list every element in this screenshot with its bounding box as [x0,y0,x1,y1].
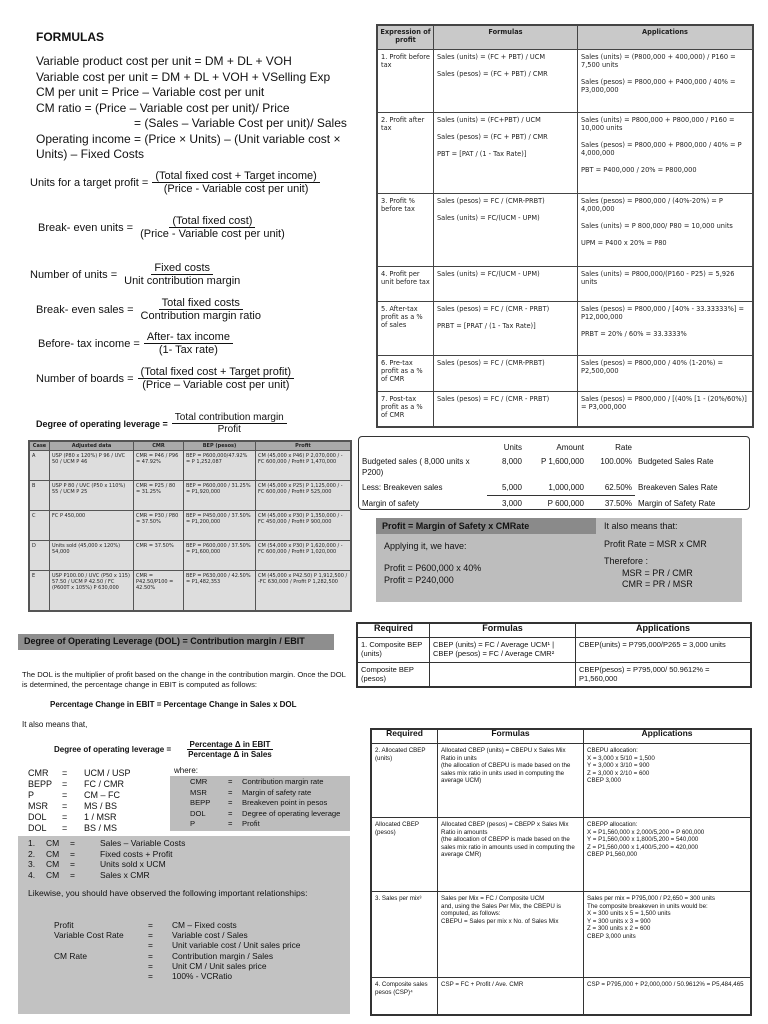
mos-left-text [384,540,481,586]
def-right-row: CMR = Contribution margin rate [172,777,348,788]
margin-cell: Less: Breakeven sales [362,483,443,492]
ptable-application: Sales (units) = (P800,000 + 400,000) / P160 = 7,500 units [581,53,736,69]
cases-cell: Units sold (45,000 x 120%) 54,000 [50,540,134,570]
composite-cell [430,662,576,687]
margin-cell: Margin of Safety Rate [638,498,716,508]
margin-cell: 62.50% [604,483,632,492]
def-left-row: BEPP = FC / CMR [28,779,124,789]
ptable-header-formulas: Formulas [434,26,578,50]
cases-cell: B [30,481,50,511]
mos-right-line: It also means that: [604,521,678,531]
mos-right-line: Profit Rate = MSR x CMR [604,538,707,549]
cases-cell: CM (54,000 x P30) P 1,620,000 / -FC 600,000 / Profit P 1,020,000 [256,540,351,570]
margin-header: Rate [615,443,632,452]
basic-formulas [36,54,366,163]
ptable-expr: 1. Profit before tax [378,50,434,113]
ptable-formula: Sales (pesos) = FC / (CMR-PRBT) [437,197,545,206]
fraction-label: Break- even units = [38,221,134,234]
def-right-row: BEPP = Breakeven point in pesos [172,798,348,809]
margin-header [359,441,487,454]
relationship-row: = 100% - VCRatio [54,971,344,981]
basic-formula-line: CM per unit = Price – Variable cost per unit [36,85,265,99]
ptable-application: Sales (units) = P 800,000/ P80 = 10,000 units [581,222,733,231]
cases-cell: BEP = P600,000 / 31.25% = P1,920,000 [184,481,256,511]
ptable-formula: Sales (units) = (FC + PBT) / UCM [437,53,546,61]
cases-row [30,540,351,570]
defs-right-box [170,766,350,838]
dol-bar: Degree of Operating Leverage (DOL) = Contribution margin / EBIT [18,634,334,650]
ptable-formula: Sales (pesos) = (FC + PBT) / CMR [437,70,548,78]
cm-term: CM [46,869,60,880]
def-left-value: 1 / MSR [84,812,117,822]
margin-cell: Breakeven Sales Rate [638,483,718,492]
relationship-row: CM Rate = Contribution margin / Sales [54,950,274,961]
def-left-value: MS / BS [84,801,118,811]
margin-header: Amount [556,443,584,452]
dol-equation: Percentage Change in EBIT = Percentage Change in Sales x DOL [50,700,297,709]
cases-cell: CMR = 37.50% [134,540,184,570]
allocation-cell: CSP = P795,000 + P2,000,000 / 50.9612% = P5,484,465 [584,978,751,1015]
relationship-term: Profit [54,920,74,930]
margin-cell: 3,000 [487,496,525,512]
fraction-numerator: Fixed costs [151,262,213,275]
cases-cell: C [30,510,50,540]
fraction-label: Before- tax income = [38,337,140,350]
def-right-term: MSR [190,787,207,797]
margin-cell: 5,000 [501,483,522,492]
composite-header: Formulas [430,624,576,638]
relationship-value: CM – Fixed costs [172,920,237,930]
def-left-value: FC / CMR [84,779,124,789]
cm-line: 3. CM = Units sold x UCM [28,859,166,869]
fraction-denominator: (1- Tax rate) [158,344,218,356]
cases-cell: BEP = P450,000 / 37.50% = P1,200,000 [184,510,256,540]
ptable-row [378,356,753,391]
allocation-cell: Allocated CBEP (units) = CBEPU x Sales Mix Ratio in units (the allocation of CBEPU is made based on the sales mix ratio in units used in computing the average UCM) [438,744,584,818]
composite-cell: 1. Composite BEP (units) [358,638,430,663]
relationship-value: Variable cost / Sales [172,930,248,941]
basic-formula-line: CM ratio = (Price – Variable cost per unit)/ Price [36,100,290,115]
def-right-value: Profit [242,819,260,828]
margin-header [635,441,749,454]
cm-line: 2. CM = Fixed costs + Profit [28,848,173,859]
relationship-value: 100% - VCRatio [172,971,233,982]
ptable-application: Sales (pesos) = P800,000 / 40% (1-20%) = P2,500,000 [581,359,724,376]
mos-right-line: CMR = PR / MSR [622,579,693,589]
ptable-expr: 3. Profit % before tax [378,194,434,267]
fraction-denominator: (Price - Variable cost per unit) [140,228,285,240]
mos-left-line: Applying it, we have: [384,541,467,551]
basic-formula-line: Variable cost per unit = DM + DL + VOH + VSelling Exp [36,69,331,84]
margin-cell: Budgeted Sales Rate [638,457,714,466]
cases-cell: CM (45,000 x P25) P 1,125,000 / -FC 600,000 / Profit P 525,000 [256,481,351,511]
allocation-row [372,978,751,1015]
cases-cell: USP (P80 x 120%) P 96 / UVC 50 / UCM P 46 [50,451,134,481]
composite-cell: CBEP (units) = FC / Average UCM¹ | CBEP (pesos) = FC / Average CMR² [430,638,576,663]
cm-num: 2. [28,848,36,859]
ptable-header-applications: Applications [578,26,753,50]
ptable-expr: 6. Pre-tax profit as a % of CMR [378,356,434,391]
fraction-label: Units for a target profit = [30,176,149,189]
margin-cell: 1,000,000 [548,483,584,492]
cases-cell: CMR = P30 / P80 = 37.50% [134,510,184,540]
formulas-heading: FORMULAS [36,30,104,44]
allocation-cell: CBEPP allocation: X = P1,560,000 x 2,000/5,200 = P 600,000 Y = P1,560,000 x 1,800/5,200 = 540,000 Z = P1,560,000 x 1,400/5,200 = 420,000 CBEP P1,560,000 [584,817,751,891]
profit-expression-table [376,24,754,428]
def-left-row: P = CM – FC [28,790,120,800]
relationship-term [54,971,148,981]
fraction-formula [36,412,287,435]
ptable-application: Sales (pesos) = P800,000 + P400,000 / 40% = P3,000,000 [581,78,736,94]
def-left-row: MSR = MS / BS [28,801,118,811]
def-left-row: DOL = BS / MS [28,823,118,833]
allocation-cell: CSP = FC + Profit / Ave. CMR [438,978,584,1015]
cases-cell: A [30,451,50,481]
allocation-cell: Allocated CBEP (pesos) [372,817,438,891]
cases-header: Adjusted data [50,442,134,451]
def-right-value: Breakeven point in pesos [242,798,328,807]
cases-row [30,510,351,540]
ptable-formula: Sales (units) = (FC+PBT) / UCM [437,115,541,124]
allocation-cell: CBEPU allocation: X = 3,000 x 5/10 = 1,500 Y = 3,000 x 3/10 = 900 Z = 3,000 x 2/10 = 600 CBEP 3,000 [584,744,751,818]
mos-right-text [604,521,707,591]
cm-term: CM [46,848,60,859]
fraction-label: Number of boards = [36,372,134,385]
allocation-cell: 4. Composite sales pesos (CSP)⁴ [372,978,438,1015]
ptable-formula: Sales (pesos) = FC / (CMR-PRBT) [437,359,545,368]
margin-cell: 8,000 [501,457,522,466]
relationship-row: Variable Cost Rate = Variable cost / Sales [54,930,248,941]
mos-right-line: MSR = PR / CMR [622,567,693,578]
def-left-value: UCM / USP [84,768,131,778]
allocation-header: Required [372,730,438,744]
composite-row [358,638,751,663]
def-left-row: DOL = 1 / MSR [28,812,117,822]
composite-cell: Composite BEP (pesos) [358,662,430,687]
def-right-value: Margin of safety rate [242,787,312,797]
cases-row [30,570,351,610]
allocation-table [370,728,752,1016]
allocation-cell: 3. Sales per mix³ [372,891,438,977]
allocation-row [372,891,751,977]
cases-table [28,440,352,612]
cases-cell: E [30,570,50,610]
cases-header: BEP (pesos) [184,442,256,451]
def-left-term: P [28,790,35,800]
relationship-value: Contribution margin / Sales [172,950,274,961]
fraction-denominator: (Price – Variable cost per unit) [142,379,290,391]
fraction-formula [38,331,233,356]
fraction-label: Break- even sales = [36,303,134,316]
ptable-row [378,50,753,113]
fraction-formula [38,215,288,240]
def-left-term: CMR [28,768,49,778]
ptable-header-expr: Expression of profit [378,26,434,50]
fraction-numerator: (Total fixed cost + Target income) [152,170,320,183]
ptable-formula: Sales (pesos) = FC / (CMR - PRBT) [437,305,550,314]
fraction-numerator: Total fixed costs [159,297,243,310]
defs-left [28,768,131,834]
allocation-row [372,817,751,891]
fraction-formula [36,297,264,322]
ptable-expr: 2. Profit after tax [378,112,434,194]
relationship-term [54,961,148,971]
ptable-formula: Sales (pesos) = FC / (CMR - PRBT) [437,394,550,403]
cm-box [18,836,350,1014]
def-left-term: MSR [28,801,48,811]
def-left-term: BEPP [28,779,53,789]
ptable-formula: PBT = [PAT / (1 - Tax Rate)] [437,149,527,158]
relationship-value: Unit CM / Unit sales price [172,960,267,971]
def-left-row: CMR = UCM / USP [28,768,131,778]
fraction-label: Degree of operating leverage = [36,418,168,429]
margin-of-safety-table [358,436,750,510]
def-right-row: MSR = Margin of safety rate [172,788,348,799]
ptable-application: Sales (units) = P800,000 + P800,000 / P160 = 10,000 units [581,115,735,132]
cm-lines [28,838,248,880]
allocation-cell: Allocated CBEP (pesos) = CBEPP x Sales Mix Ratio in amounts (the allocation of CBEPP is made based on the sales mix ratio in amounts used in computing the average CMR) [438,817,584,891]
cases-cell: CM (45,000 x P30) P 1,350,000 / -FC 450,000 / Profit P 900,000 [256,510,351,540]
relationship-row: = Unit CM / Unit sales price [54,961,344,971]
def-right-row: DOL = Degree of operating leverage [172,809,348,820]
ptable-application: PRBT = 20% / 60% = 33.3333% [581,330,687,339]
cases-cell: CMR = P42.50/P100 = 42.50% [134,570,184,610]
cm-num: 1. [28,838,36,848]
relationship-term: CM Rate [54,950,88,961]
ptable-formula: Sales (units) = FC/(UCM - UPM) [437,270,540,279]
cm-value: Sales – Variable Costs [100,838,186,848]
composite-header: Required [358,624,430,638]
margin-row [359,454,749,480]
basic-formula-line: Variable product cost per unit = DM + DL + VOH [36,54,292,68]
dol-leverage-fraction [54,740,275,759]
relationships [54,920,344,981]
cases-row [30,481,351,511]
def-right-term: P [190,819,196,828]
def-left-term: DOL [28,823,47,833]
def-right-term: DOL [190,808,206,818]
relationship-term: Variable Cost Rate [54,930,124,941]
ptable-expr: 7. Post-tax profit as a % of CMR [378,391,434,426]
ptable-application: Sales (pesos) = P800,000 / [40% - 33.33333%] = P12,000,000 [581,305,745,322]
cases-cell: BEP = P600,000 / 37.50% = P1,600,000 [184,540,256,570]
fraction-denominator: Contribution margin ratio [140,310,261,322]
composite-cell: CBEP(units) = P795,000/P265 = 3,000 units [576,638,751,663]
ptable-row [378,391,753,426]
ptable-application: Sales (pesos) = P800,000 / [(40% [1 - (20%/60%)] = P3,000,000 [581,394,747,411]
fraction-denominator: Profit [217,424,241,435]
mos-right-line: Therefore : [604,556,649,566]
cm-num: 4. [28,869,36,880]
ptable-row [378,112,753,194]
ptable-application: UPM = P400 x 20% = P80 [581,239,667,248]
cases-cell: D [30,540,50,570]
cases-row [30,451,351,481]
def-left-value: BS / MS [84,823,118,833]
def-left-value: CM – FC [84,790,120,800]
margin-cell: 37.50% [587,496,635,512]
cases-cell: BEP = P600,000/47.92% = P 1,252,087 [184,451,256,481]
relationship-term [54,940,148,950]
allocation-row [372,744,751,818]
cm-value: Sales x CMR [100,869,150,880]
def-right-term: CMR [190,777,208,786]
fraction-formula [30,262,243,287]
cases-cell: FC P 450,000 [50,510,134,540]
ptable-row [378,267,753,302]
allocation-cell: Sales per mix = P795,000 / P2,650 = 300 units The composite breakeven in units would be: X = 300 units x 5 = 1,500 units Y = 300 units x 3 = 900 Z = 300 units x 2 = 600 CBEP 3,000 units [584,891,751,977]
def-right-term: BEPP [190,798,211,807]
ptable-formula: Sales (units) = FC/(UCM - UPM) [437,214,540,223]
fraction-denominator: Unit contribution margin [124,275,241,287]
allocation-cell: Sales per Mix = FC / Composite UCM and, using the Sales Per Mix, the CBEPU is computed, as follows: CBEPU = Sales per mix x No. of Sales Mix [438,891,584,977]
fraction-label: Number of units = [30,268,118,281]
margin-cell: P 1,600,000 [540,457,584,466]
composite-bep-table [356,622,752,688]
def-right-value: Degree of operating leverage [242,808,341,818]
relationship-row: Profit = CM – Fixed costs [54,920,237,930]
defs-where: where: [174,766,199,775]
fraction-denominator: (Price - Variable cost per unit) [163,183,309,195]
fraction-numerator: After- tax income [144,331,233,344]
ptable-expr: 5. After-tax profit as a % of sales [378,302,434,356]
dol-lev-label: Degree of operating leverage = [54,745,172,754]
cases-header: Case [30,442,50,451]
cases-cell: CMR = P46 / P96 = 47.92% [134,451,184,481]
ptable-application: PBT = P400,000 / 20% = P800,000 [581,165,697,174]
allocation-header: Applications [584,730,751,744]
allocation-cell: 2. Allocated CBEP (units) [372,744,438,818]
cases-cell: CMR = P25 / 80 = 31.25% [134,481,184,511]
margin-cell: Margin of safety [362,498,419,508]
cases-cell: USP P100.00 / UVC (P50 x 115) 57.50 / UCM P 42.50 / FC (P600T x 105%) P 630,000 [50,570,134,610]
composite-row [358,662,751,687]
dol-lev-num: Percentage Δ in EBIT [187,740,274,750]
cases-cell: CM (45,000 x P46) P 2,070,000 / -FC 600,000 / Profit P 1,470,000 [256,451,351,481]
cm-num: 3. [28,859,36,869]
mos-left-line: Profit = P240,000 [384,575,454,585]
def-right-value: Contribution margin rate [242,777,324,786]
dol-paragraph: The DOL is the multiplier of profit based on the change in the contribution margin. Once the DOL is determined, the percentage change in EBIT is computed as follows: [22,670,346,689]
margin-cell: P 600,000 [525,496,587,512]
defs-right [170,776,350,831]
cases-cell: BEP = P630,000 / 42.50% = P1,482,353 [184,570,256,610]
def-left-term: DOL [28,812,47,822]
fraction-numerator: Total contribution margin [172,412,287,424]
cm-value: Fixed costs + Profit [100,848,173,859]
relationship-value: Unit variable cost / Unit sales price [172,940,301,951]
mos-left-line: Profit = P600,000 x 40% [384,563,482,573]
relationships-intro: Likewise, you should have observed the following important relationships: [28,888,308,898]
cm-term: CM [46,838,60,848]
ptable-formula: PRBT = [PRAT / (1 - Tax Rate)] [437,322,536,331]
margin-cell: 100.00% [600,457,632,466]
ptable-formula: Sales (pesos) = (FC + PBT) / CMR [437,132,548,141]
ptable-row [378,194,753,267]
basic-formula-line: = (Sales – Variable Cost per unit)/ Sales [134,116,347,130]
composite-header: Applications [576,624,751,638]
fraction-numerator: (Total fixed cost + Target profit) [138,366,295,379]
ptable-row [378,302,753,356]
cases-cell: CM (45,000 x P42.50) P 1,912,500 / -FC 630,000 / Profit P 1,282,500 [256,570,351,610]
dol-lev-den: Percentage Δ in Sales [188,750,272,759]
cm-line: 4. CM = Sales x CMR [28,869,150,880]
fraction-formula [36,366,294,391]
ptable-application: Sales (units) = P800,000/(P160 - P25) = 5,926 units [581,270,735,287]
basic-formula-line: Units) – Fixed Costs [36,147,145,161]
cm-value: Units sold x UCM [100,859,166,869]
margin-row [359,480,749,496]
allocation-header: Formulas [438,730,584,744]
fraction-formula [30,170,320,195]
mos-title-bar: Profit = Margin of Safety x CMRate [376,518,596,534]
ptable-application: Sales (pesos) = P800,000 / (40%-20%) = P 4,000,000 [581,197,723,214]
relationship-row: = Unit variable cost / Unit sales price [54,940,344,950]
dol-also: It also means that, [22,720,88,729]
margin-of-safety-box [376,518,742,602]
ptable-expr: 4. Profit per unit before tax [378,267,434,302]
margin-cell: Budgeted sales ( 8,000 units x P200) [362,457,470,477]
cases-header: CMR [134,442,184,451]
margin-row [359,496,749,512]
composite-cell: CBEP(pesos) = P795,000/ 50.9612% = P1,560,000 [576,662,751,687]
cm-term: CM [46,859,60,869]
cases-header: Profit [256,442,351,451]
cases-cell: USP P 80 / UVC (P50 x 110%) 55 / UCM P 25 [50,481,134,511]
margin-header: Units [503,443,522,452]
basic-formula-line: Operating income = (Price × Units) – (Unit variable cost × [36,131,341,146]
ptable-application: Sales (pesos) = P800,000 + P800,000 / 40% = P 4,000,000 [581,140,742,157]
def-right-row: P = Profit [172,819,348,830]
fraction-numerator: (Total fixed cost) [169,215,255,228]
cm-line: 1. CM = Sales – Variable Costs [28,838,186,848]
